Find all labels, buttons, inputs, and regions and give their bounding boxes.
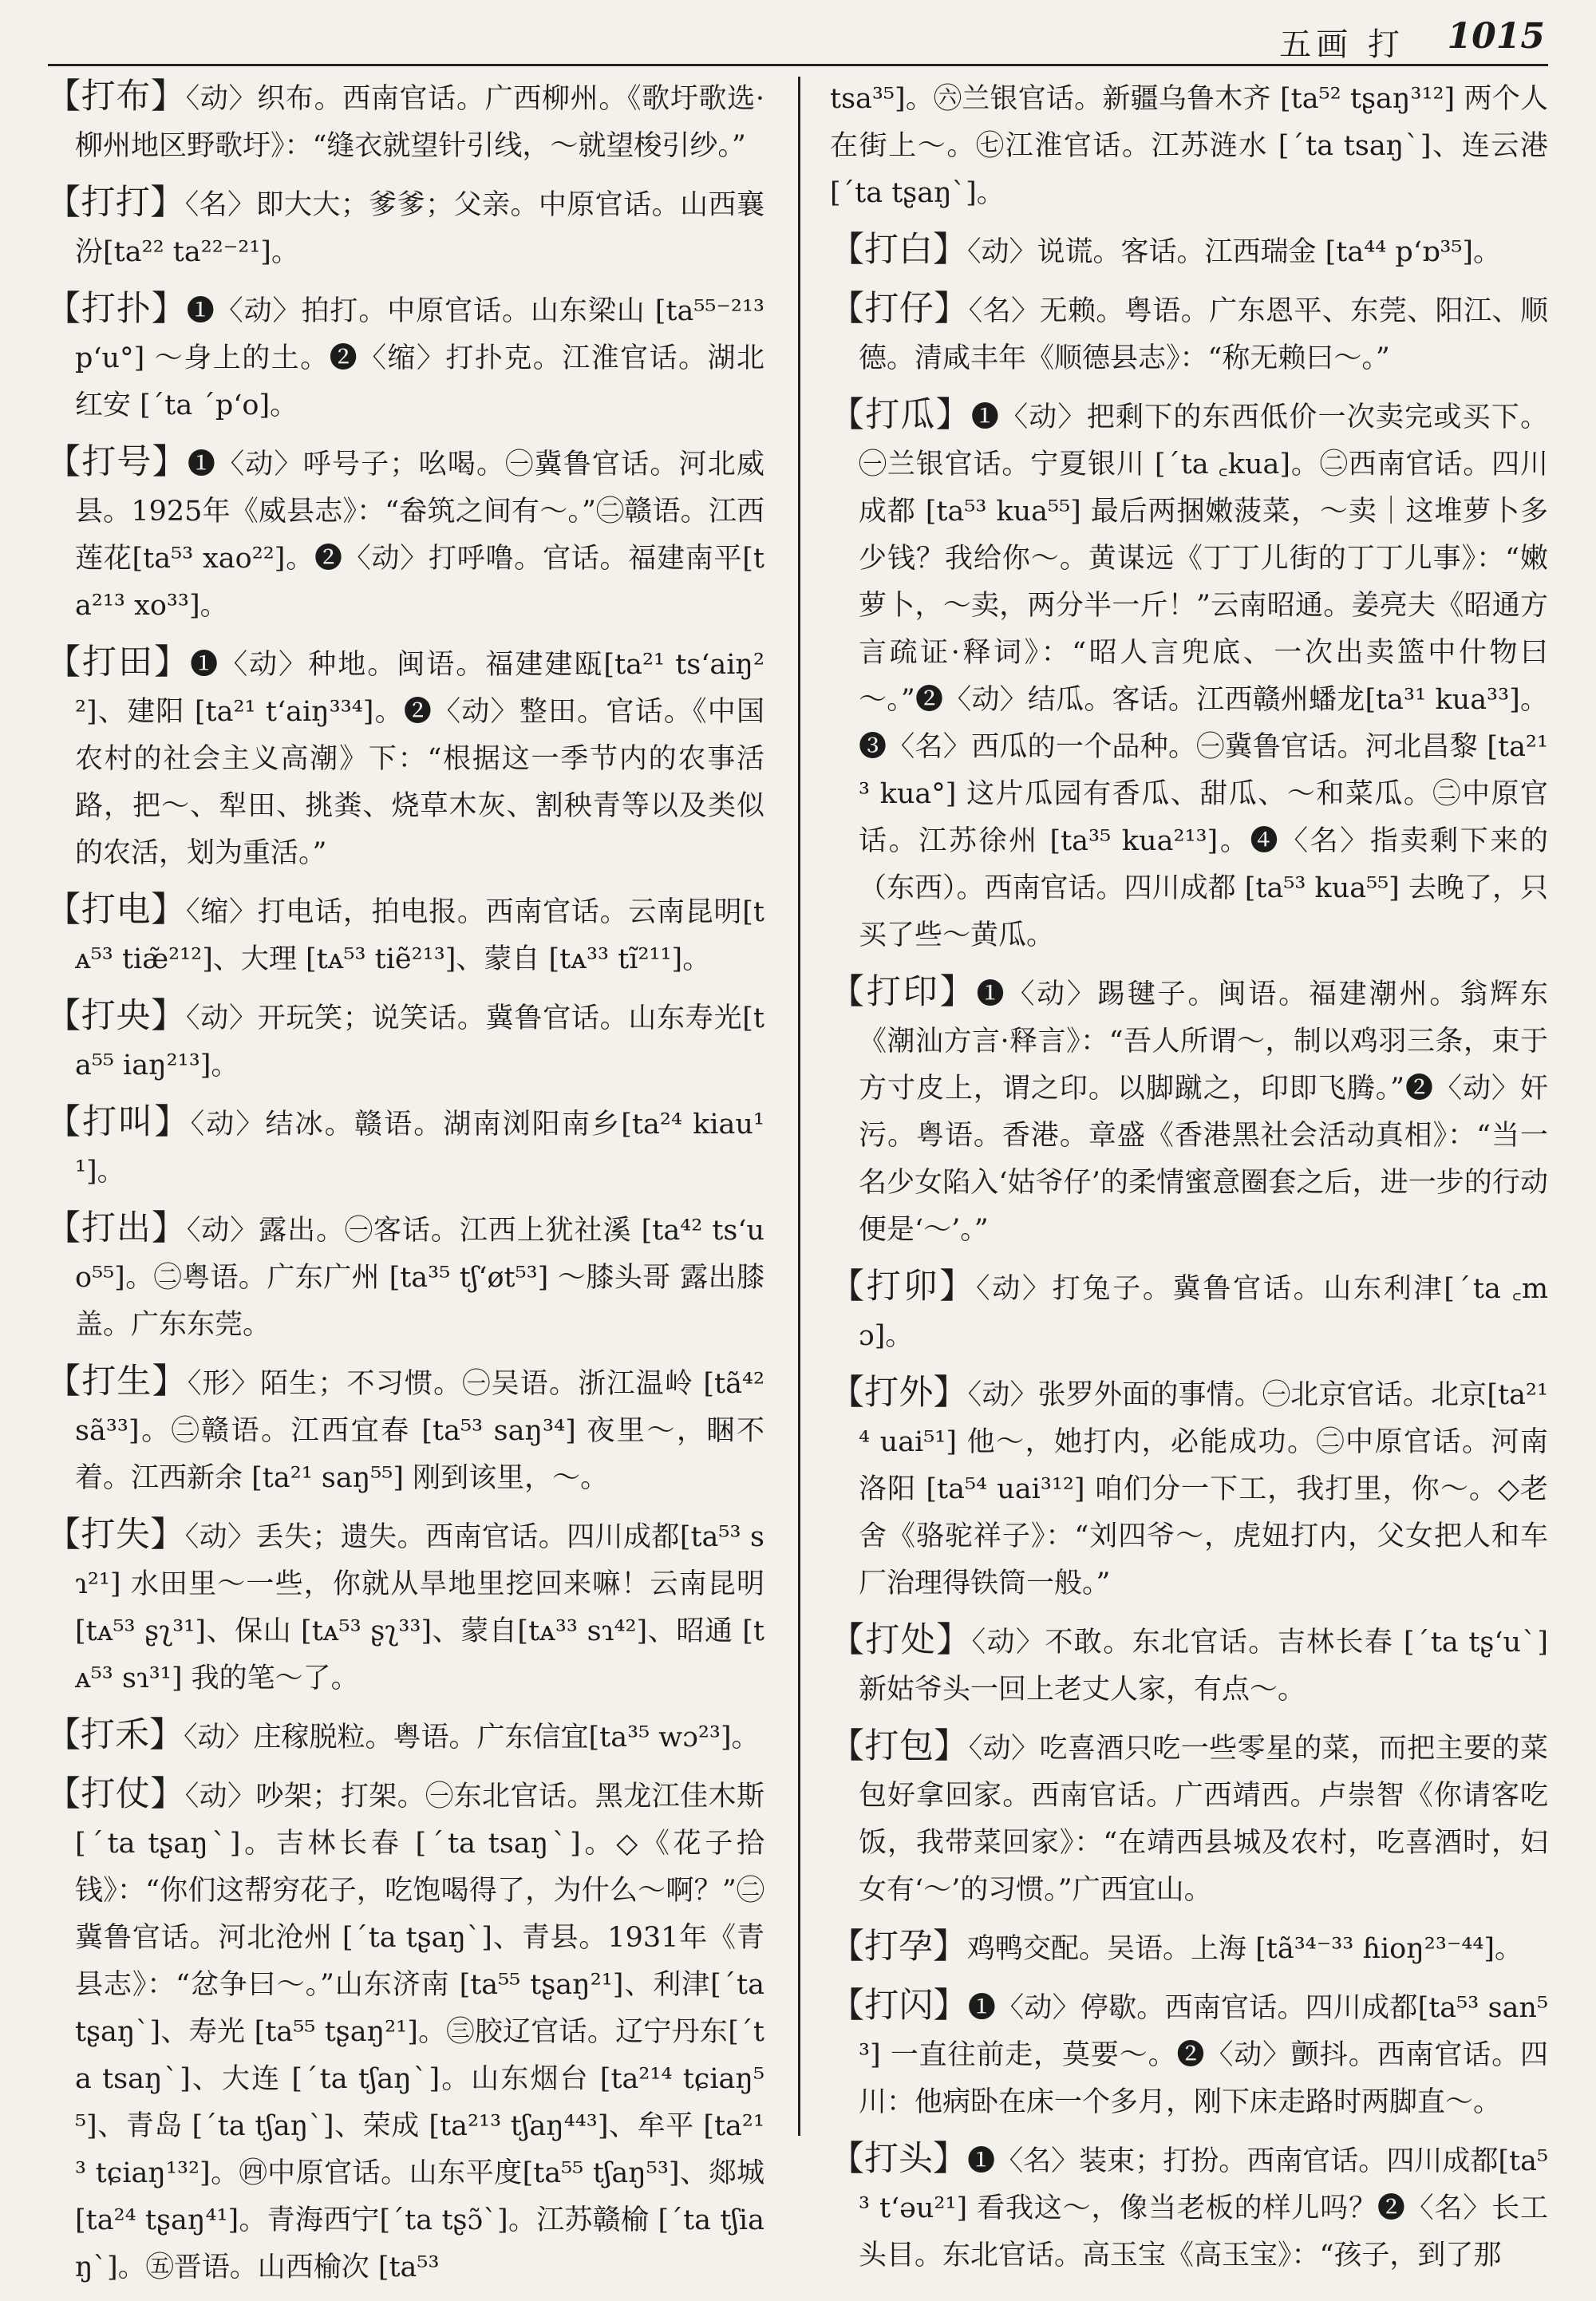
definition: 鸡鸭交配。吴语。上海 [tã³⁴⁻³³ ɦioŋ²³⁻⁴⁴]。 — [967, 1933, 1523, 1965]
definition: 〈动〉织布。西南官话。广西柳州。《歌圩歌选·柳州地区野歌圩》：“缝衣就望针引线，～就望梭引纱。” — [75, 83, 764, 162]
headword: 【打叫】 — [46, 1102, 191, 1142]
headword: 【打闪】 — [830, 1986, 968, 2026]
headword: 【打仔】 — [830, 289, 969, 329]
definition: 〈名〉无赖。粤语。广东恩平、东莞、阳江、顺德。清咸丰年《顺德县志》：“称无赖曰～。” — [859, 295, 1548, 374]
headword: 【打仗】 — [46, 1774, 185, 1814]
running-head: 五画 打 — [1279, 26, 1404, 63]
definition: ❶〈动〉拍打。中原官话。山东梁山 [ta⁵⁵⁻²¹³ p‘u°] ～身上的土。❷〈缩〉打扑克。江淮官话。湖北红安 [ˊta ˊp‘o]。 — [75, 295, 765, 421]
headword: 【打出】 — [46, 1208, 187, 1248]
definition: 〈动〉不敢。东北官话。吉林长春 [ˊta tʂ‘uˋ] 新姑爷头一回上老丈人家，有点～。 — [859, 1627, 1549, 1706]
definition: ❶〈动〉把剩下的东西低价一次卖完或买下。㊀兰银官话。宁夏银川 [ˊta ꜀kua]。㊁西南官话。四川成都 [ta⁵³ kua⁵⁵] 最后两捆嫩菠菜，～卖｜这堆萝卜多少钱？我给你～。黄谋远《丁丁儿街的丁丁儿事》：“嫩萝卜，～卖，两分半一斤！”云南昭通。姜亮夫《昭通方言疏证·释词》：“昭人言兜底、一次出卖篮中什物曰～。”❷〈动〉结瓜。客话。江西赣州蟠龙[ta³¹ kua³³]。❸〈名〉西瓜的一个品种。㊀冀鲁官话。河北昌黎 [ta²¹³ kua°] 这片瓜园有香瓜、甜瓜、～和菜瓜。㊁中原官话。江苏徐州 [ta³⁵ kua²¹³]。❹〈名〉指卖剩下来的（东西）。西南官话。四川成都 [ta⁵³ kua⁵⁵] 去晚了，只买了些～黄瓜。 — [859, 401, 1548, 951]
entry — [46, 1205, 764, 1349]
definition: ❶〈动〉种地。闽语。福建建瓯[ta²¹ ts‘aiŋ²²]、建阳 [ta²¹ t‘aiŋ³³⁴]。❷〈动〉整田。官话。《中国农村的社会主义高潮》下：“根据这一季节内的农事活路，把～、犁田、挑粪、烧草木灰、割秧青等以及类似的农活，划为重活。” — [75, 649, 764, 869]
definition: ❶〈动〉停歇。西南官话。四川成都[ta⁵³ san⁵³] 一直往前走，莫要～。❷〈动〉颤抖。西南官话。四川：他病卧在床一个多月，刚下床走路时两脚直～。 — [859, 1992, 1548, 2118]
definition: 〈缩〉打电话，拍电报。西南官话。云南昆明[tᴀ⁵³ tiæ̃²¹²]、大理 [tᴀ⁵³ tiẽ²¹³]、蒙自 [tᴀ³³ tĩ²¹¹]。 — [75, 896, 764, 975]
definition: 〈动〉结冰。赣语。湖南浏阳南乡[ta²⁴ kiau¹¹]。 — [75, 1109, 764, 1188]
headword: 【打卯】 — [830, 1267, 976, 1307]
headword: 【打生】 — [46, 1362, 188, 1402]
page-header — [0, 0, 1596, 64]
definition: 〈动〉丢失；遗失。西南官话。四川成都[ta⁵³ sɿ²¹] 水田里～一些，你就从旱地里挖回来嘛！云南昆明 [tᴀ⁵³ ʂʅ³¹]、保山 [tᴀ⁵³ ʂʅ³³]、蒙自[tᴀ³³ sɿ⁴²]、昭通 [tᴀ⁵³ sɿ³¹] 我的笔～了。 — [75, 1521, 764, 1694]
headword: 【打头】 — [830, 2139, 968, 2179]
entry — [830, 969, 1548, 1254]
entry — [830, 1983, 1548, 2126]
headword: 【打打】 — [46, 183, 185, 223]
right-column — [830, 73, 1548, 2289]
definition: 〈动〉说谎。客话。江西瑞金 [ta⁴⁴ p‘ɒ³⁵]。 — [967, 236, 1502, 268]
headword: 【打印】 — [830, 972, 977, 1012]
headword: 【打央】 — [46, 996, 186, 1036]
headword: 【打号】 — [46, 442, 188, 482]
definition: 〈动〉露出。㊀客话。江西上犹社溪 [ta⁴² ts‘uo⁵⁵]。㊁粤语。广东广州 [ta³⁵ tʃ‘øt⁵³] ～膝头哥 露出膝盖。广东东莞。 — [75, 1215, 765, 1341]
headword: 【打扑】 — [46, 289, 187, 329]
definition: 〈名〉即大大；爹爹；父亲。中原官话。山西襄汾[ta²² ta²²⁻²¹]。 — [75, 189, 764, 268]
headword: 【打禾】 — [46, 1715, 184, 1755]
definition: ❶〈名〉装束；打扮。西南官话。四川成都[ta⁵³ t‘əu²¹] 看我这～，像当老板的样儿吗？❷〈名〉长工头目。东北官话。高玉宝《高玉宝》：“孩子，到了那 — [859, 2145, 1549, 2271]
headword: 【打处】 — [830, 1620, 972, 1660]
headword: 【打包】 — [830, 1726, 969, 1766]
entry — [830, 1923, 1548, 1973]
definition: 〈动〉庄稼脱粒。粤语。广东信宜[ta³⁵ wɔ²³]。 — [184, 1722, 760, 1753]
entry — [830, 1617, 1548, 1714]
definition: 〈动〉吵架；打架。㊀东北官话。黑龙江佳木斯 [ˊta tʂaŋˋ]。吉林长春 [ˊta tsaŋˋ]。◇《花子拾钱》：“你们这帮穷花子，吃饱喝得了，为什么～啊？”㊁冀鲁官话。河北沧州 [ˊta tʂaŋˋ]、青县。1931年《青县志》：“忿争曰～。”山东济南 [ta⁵⁵ tʂaŋ²¹]、利津[ˊta tʂaŋˋ]、寿光 [ta⁵⁵ tʂaŋ²¹]。㊂胶辽官话。辽宁丹东[ˊta tsaŋˋ]、大连 [ˊta tʃaŋˋ]。山东烟台 [ta²¹⁴ tɕiaŋ⁵⁵]、青岛 [ˊta tʃaŋˋ]、荣成 [ta²¹³ tʃaŋ⁴⁴³]、牟平 [ta²¹³ tɕiaŋ¹³²]。㊃中原官话。山东平度[ta⁵⁵ tʃaŋ⁵³]、郯城 [ta²⁴ tʂaŋ⁴¹]。青海西宁[ˊta tʂɔ̃ˋ]。江苏赣榆 [ˊta tʃiaŋˋ]。㊄晋语。山西榆次 [ta⁵³ — [75, 1781, 764, 2283]
entry — [830, 286, 1548, 382]
definition: 〈动〉开玩笑；说笑话。冀鲁官话。山东寿光[ta⁵⁵ iaŋ²¹³]。 — [75, 1002, 764, 1081]
header-rule — [48, 64, 1548, 66]
entry — [46, 1099, 764, 1196]
headword: 【打田】 — [46, 642, 191, 682]
definition: 〈形〉陌生；不习惯。㊀吴语。浙江温岭 [tã⁴² sã³³]。㊁赣语。江西宜春 [ta⁵³ saŋ³⁴] 夜里～，睏不着。江西新余 [ta²¹ saŋ⁵⁵] 刚到该里，～。 — [75, 1368, 765, 1494]
headword: 【打白】 — [830, 230, 967, 270]
headword: 【打失】 — [46, 1515, 185, 1555]
entry — [830, 392, 1548, 959]
entry — [46, 1712, 764, 1761]
headword: 【打孕】 — [830, 1927, 967, 1967]
entry — [46, 439, 764, 630]
definition: 〈动〉张罗外面的事情。㊀北京官话。北京[ta²¹⁴ uai⁵¹] 他～，她打内，必能成功。㊁中原官话。河南洛阳 [ta⁵⁴ uai³¹²] 咱们分一下工，我打里，你～。◇老舍《骆驼祥子》：“刘四爷～，虎妞打内，父女把人和车厂治理得铁筒一般。” — [859, 1379, 1548, 1599]
left-column — [46, 73, 764, 2301]
entry — [830, 1263, 1548, 1360]
entry — [46, 887, 764, 983]
entry — [830, 2136, 1548, 2279]
headword: 【打外】 — [830, 1373, 968, 1413]
definition: 〈动〉打兔子。冀鲁官话。山东利津[ˊta ꜀mɔ]。 — [859, 1273, 1549, 1352]
entry — [46, 1358, 764, 1502]
definition: ❶〈动〉踢毽子。闽语。福建潮州。翁辉东《潮汕方言·释言》：“吾人所谓～，制以鸡羽三条，束于方寸皮上，谓之印。以脚蹴之，印即飞腾。”❷〈动〉奸污。粤语。香港。章盛《香港黑社会活动真相》：“当一名少女陷入‘姑爷仔’的柔情蜜意圈套之后，进一步的行动便是‘～’。” — [859, 979, 1548, 1246]
definition: tsa³⁵]。㊅兰银官话。新疆乌鲁木齐 [ta⁵² tʂaŋ³¹²] 两个人在街上～。㊆江淮官话。江苏涟水 [ˊta tsaŋˋ]、连云港 [ˊta tʂaŋˋ]。 — [830, 83, 1548, 209]
definition: 〈动〉吃喜酒只吃一些零星的菜，而把主要的菜包好拿回家。西南官话。广西靖西。卢崇智《你请客吃饭，我带菜回家》：“在靖西县城及农村，吃喜酒时，妇女有‘～’的习惯。”广西宜山。 — [859, 1733, 1548, 1906]
entry — [830, 1723, 1548, 1914]
entry — [830, 227, 1548, 276]
headword: 【打布】 — [46, 77, 186, 117]
headword: 【打瓜】 — [830, 395, 971, 435]
entry — [46, 1771, 764, 2291]
entry — [830, 1370, 1548, 1607]
entry — [46, 180, 764, 276]
entry-continuation — [830, 73, 1548, 217]
entry — [46, 639, 764, 877]
column-divider — [798, 77, 800, 2136]
entry — [46, 73, 764, 170]
headword: 【打电】 — [46, 890, 186, 930]
page-number: 1015 — [1447, 16, 1545, 57]
entry — [46, 286, 764, 429]
definition: ❶〈动〉呼号子；吆喝。㊀冀鲁官话。河北威县。1925年《威县志》：“畚筑之间有～。”㊁赣语。江西莲花[ta⁵³ xao²²]。❷〈动〉打呼噜。官话。福建南平[ta²¹³ xo³³]。 — [75, 449, 764, 622]
entry — [46, 1512, 764, 1702]
entry — [46, 993, 764, 1089]
